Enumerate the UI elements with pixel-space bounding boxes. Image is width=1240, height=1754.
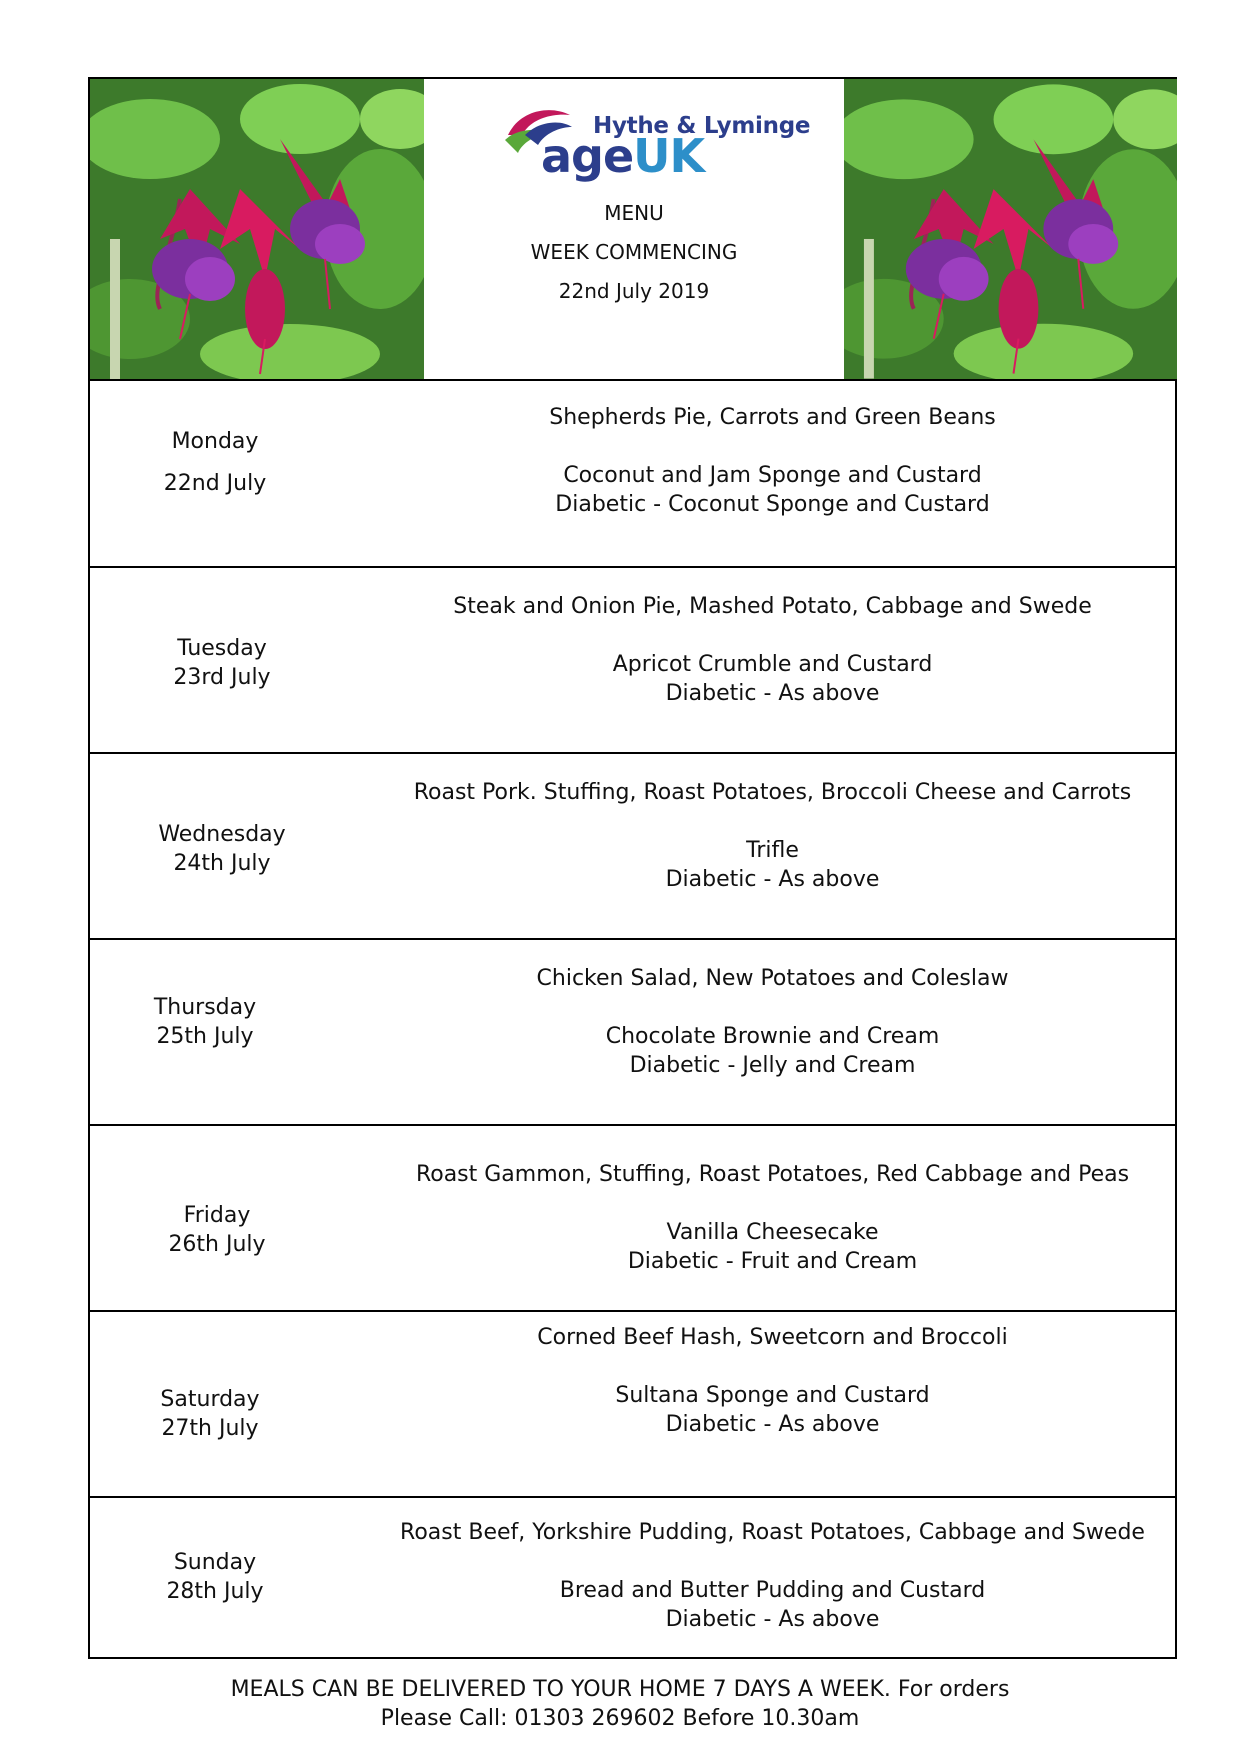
day-date: 25th July bbox=[156, 1024, 254, 1049]
dessert: Trifle bbox=[746, 838, 799, 863]
main-course: Steak and Onion Pie, Mashed Potato, Cabbage and Swede bbox=[453, 594, 1092, 619]
logo-age-uk-wordmark bbox=[541, 129, 704, 183]
day-name: Thursday bbox=[153, 995, 257, 1020]
dessert: Coconut and Jam Sponge and Custard bbox=[563, 463, 982, 488]
day-date: 26th July bbox=[168, 1232, 266, 1257]
main-course: Roast Pork. Stuffing, Roast Potatoes, Broccoli Cheese and Carrots bbox=[413, 780, 1132, 805]
age-uk-logo bbox=[500, 105, 811, 185]
fuchsia-photo-right bbox=[844, 79, 1177, 379]
diabetic-option: Diabetic - Jelly and Cream bbox=[629, 1053, 916, 1078]
day-date: 24th July bbox=[173, 851, 271, 876]
day-name: Tuesday bbox=[177, 636, 267, 661]
main-course: Roast Beef, Yorkshire Pudding, Roast Potatoes, Cabbage and Swede bbox=[400, 1520, 1145, 1545]
day-row-thursday bbox=[90, 940, 1175, 1126]
dessert: Sultana Sponge and Custard bbox=[615, 1383, 930, 1408]
day-row-tuesday bbox=[90, 568, 1175, 754]
week-commencing-date: 22nd July 2019 bbox=[558, 279, 710, 303]
day-row-monday bbox=[90, 381, 1175, 568]
logo-hythe-lyminge: Hythe & Lyminge bbox=[593, 113, 811, 139]
day-row-wednesday bbox=[90, 754, 1175, 940]
order-phone-line: Please Call: 01303 269602 Before 10.30am bbox=[380, 1706, 860, 1731]
menu-frame bbox=[88, 77, 1177, 1659]
day-date: 28th July bbox=[166, 1579, 264, 1604]
day-date: 23rd July bbox=[173, 665, 271, 690]
diabetic-option: Diabetic - Fruit and Cream bbox=[627, 1249, 918, 1274]
main-course: Shepherds Pie, Carrots and Green Beans bbox=[549, 405, 996, 430]
diabetic-option: Diabetic - As above bbox=[665, 681, 880, 706]
day-date: 27th July bbox=[161, 1416, 259, 1441]
main-course: Chicken Salad, New Potatoes and Coleslaw bbox=[536, 966, 1009, 991]
menu-header bbox=[90, 79, 1175, 381]
dessert: Bread and Butter Pudding and Custard bbox=[559, 1578, 986, 1603]
day-name: Saturday bbox=[160, 1387, 260, 1412]
logo-uk: UK bbox=[633, 129, 705, 183]
day-row-sunday bbox=[90, 1498, 1175, 1659]
day-name: Friday bbox=[183, 1203, 251, 1228]
day-name: Monday bbox=[171, 429, 259, 454]
day-date: 22nd July bbox=[163, 471, 267, 496]
dessert: Vanilla Cheesecake bbox=[666, 1220, 879, 1245]
main-course: Roast Gammon, Stuffing, Roast Potatoes, Red Cabbage and Peas bbox=[415, 1162, 1130, 1187]
diabetic-option: Diabetic - As above bbox=[665, 867, 880, 892]
delivery-notice: MEALS CAN BE DELIVERED TO YOUR HOME 7 DAYS A WEEK. For orders bbox=[230, 1677, 1010, 1702]
main-course: Corned Beef Hash, Sweetcorn and Broccoli bbox=[537, 1325, 1008, 1350]
menu-title: MENU bbox=[604, 201, 664, 225]
dessert: Chocolate Brownie and Cream bbox=[605, 1024, 940, 1049]
diabetic-option: Diabetic - As above bbox=[665, 1607, 880, 1632]
day-name: Sunday bbox=[173, 1550, 257, 1575]
day-row-friday bbox=[90, 1126, 1175, 1312]
day-name: Wednesday bbox=[158, 822, 286, 847]
dessert: Apricot Crumble and Custard bbox=[612, 652, 933, 677]
week-commencing-label: WEEK COMMENCING bbox=[530, 240, 738, 264]
fuchsia-photo-left bbox=[90, 79, 424, 379]
diabetic-option: Diabetic - As above bbox=[665, 1412, 880, 1437]
day-row-saturday bbox=[90, 1312, 1175, 1498]
logo-age: age bbox=[541, 129, 634, 183]
diabetic-option: Diabetic - Coconut Sponge and Custard bbox=[555, 492, 990, 517]
